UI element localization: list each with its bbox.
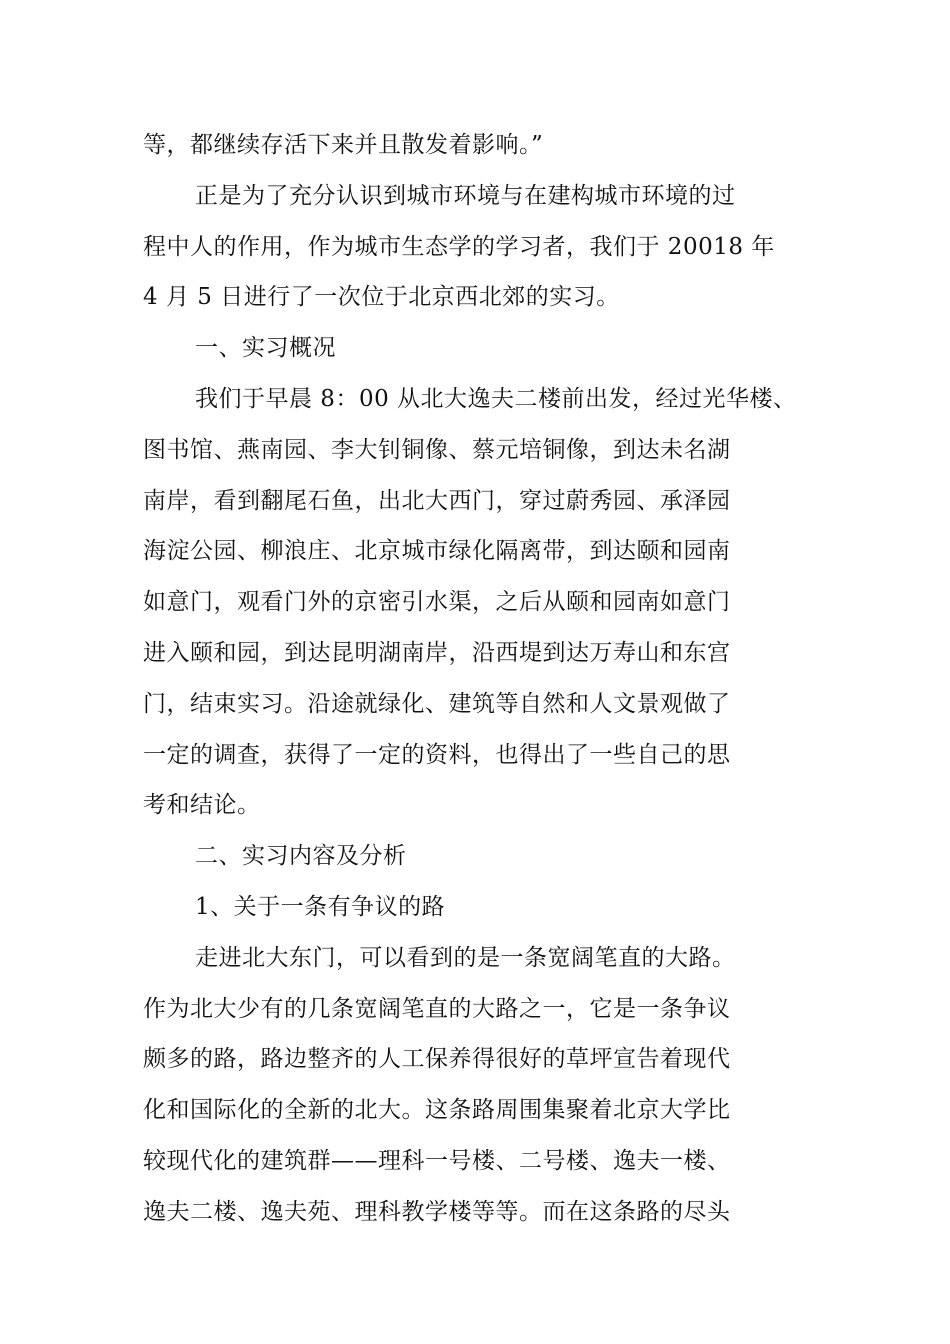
body-text — [143, 120, 823, 1238]
paragraph-start-line: 走进北大东门，可以看到的是一条宽阔笔直的大路。 — [195, 944, 736, 971]
text-line: 作为北大少有的几条宽阔笔直的大路之一，它是一条争议 — [143, 995, 731, 1022]
text-line: 海淀公园、柳浪庄、北京城市绿化隔离带，到达颐和园南 — [143, 538, 731, 565]
text-line: 颇多的路，路边整齐的人工保养得很好的草坪宣告着现代 — [143, 1046, 731, 1073]
text-line: 逸夫二楼、逸夫苑、理科教学楼等等。而在这条路的尽头 — [143, 1198, 731, 1225]
text-line: 等，都继续存活下来并且散发着影响。” — [143, 132, 544, 158]
section-heading: 一、实习概况 — [195, 335, 336, 362]
text-line: 一定的调查，获得了一定的资料，也得出了一些自己的思 — [143, 741, 731, 768]
text-line: 考和结论。 — [143, 792, 261, 819]
text-line: 南岸，看到翻尾石鱼，出北大西门，穿过蔚秀园、承泽园 — [143, 487, 731, 514]
paragraph-start-line: 我们于早晨 8：00 从北大逸夫二楼前出发，经过光华楼、 — [195, 385, 797, 412]
text-line: 进入颐和园，到达昆明湖南岸，沿西堤到达万寿山和东宫 — [143, 639, 731, 666]
text-line: 如意门，观看门外的京密引水渠，之后从颐和园南如意门 — [143, 589, 731, 616]
subsection-heading: 1、关于一条有争议的路 — [195, 893, 446, 920]
text-line: 较现代化的建筑群——理科一号楼、二号楼、逸夫一楼、 — [143, 1147, 731, 1174]
text-line: 化和国际化的全新的北大。这条路周围集聚着北京大学比 — [143, 1097, 731, 1124]
text-line: 4 月 5 日进行了一次位于北京西北郊的实习。 — [143, 284, 620, 311]
text-line: 图书馆、燕南园、李大钊铜像、蔡元培铜像，到达未名湖 — [143, 436, 731, 463]
text-line: 门，结束实习。沿途就绿化、建筑等自然和人文景观做了 — [143, 690, 731, 717]
paragraph-start-line: 正是为了充分认识到城市环境与在建构城市环境的过 — [195, 182, 736, 209]
section-heading: 二、实习内容及分析 — [195, 843, 407, 870]
text-line: 程中人的作用，作为城市生态学的学习者，我们于 20018 年 — [143, 233, 775, 260]
